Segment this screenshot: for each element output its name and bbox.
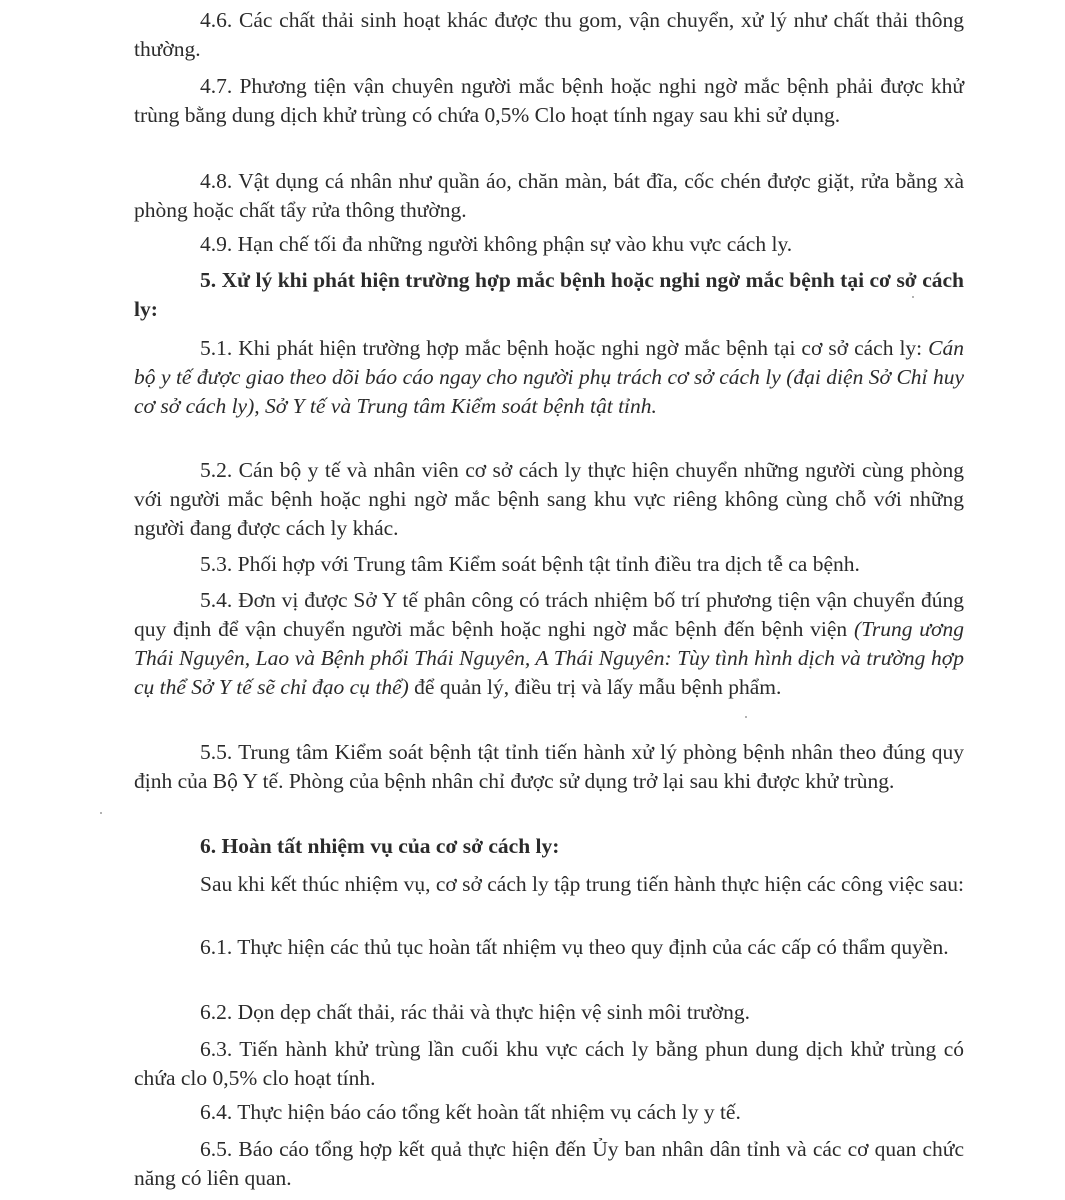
paragraph-6-4: 6.4. Thực hiện báo cáo tổng kết hoàn tất nhiệm vụ cách ly y tế. [200, 1100, 741, 1124]
paragraph-6-2: 6.2. Dọn dẹp chất thải, rác thải và thực hiện vệ sinh môi trường. [200, 1000, 750, 1024]
paragraph-5-4 [134, 586, 964, 702]
paragraph-4-6: 4.6. Các chất thải sinh hoạt khác được thu gom, vận chuyển, xử lý như chất thải thông thường. [134, 8, 964, 61]
paragraph-5-1 [134, 334, 964, 421]
paragraph-5-1-italic: Cán bộ y tế được giao theo dõi báo cáo ngay cho người phụ trách cơ sở cách ly (đại diện Sở Chỉ huy cơ sở cách ly), Sở Y tế và Trung tâm Kiểm soát bệnh tật tỉnh. [134, 336, 964, 418]
paragraph-6-5: 6.5. Báo cáo tổng hợp kết quả thực hiện đến Ủy ban nhân dân tỉnh và các cơ quan chức năng có liên quan. [134, 1137, 964, 1190]
paragraph-5-5: 5.5. Trung tâm Kiểm soát bệnh tật tỉnh tiến hành xử lý phòng bệnh nhân theo đúng quy định của Bộ Y tế. Phòng của bệnh nhân chỉ được sử dụng trở lại sau khi được khử trùng. [134, 740, 964, 793]
paragraph-5-3: 5.3. Phối hợp với Trung tâm Kiểm soát bệnh tật tỉnh điều tra dịch tễ ca bệnh. [200, 552, 860, 576]
paragraph-4-8: 4.8. Vật dụng cá nhân như quần áo, chăn màn, bát đĩa, cốc chén được giặt, rửa bằng xà phòng hoặc chất tẩy rửa thông thường. [134, 169, 964, 222]
scan-speck [745, 716, 747, 718]
paragraph-5-2: 5.2. Cán bộ y tế và nhân viên cơ sở cách ly thực hiện chuyển những người cùng phòng với người mắc bệnh hoặc nghi ngờ mắc bệnh sang khu vực riêng không cùng chỗ với những người đang được cách ly khác. [134, 458, 964, 540]
paragraph-6-intro: Sau khi kết thúc nhiệm vụ, cơ sở cách ly tập trung tiến hành thực hiện các công việc sau: [200, 872, 964, 896]
paragraph-6-1: 6.1. Thực hiện các thủ tục hoàn tất nhiệm vụ theo quy định của các cấp có thẩm quyền. [200, 935, 949, 959]
paragraph-4-7: 4.7. Phương tiện vận chuyên người mắc bệnh hoặc nghi ngờ mắc bệnh phải được khử trùng bằng dung dịch khử trùng có chứa 0,5% Clo hoạt tính ngay sau khi sử dụng. [134, 74, 964, 127]
paragraph-5-4-lead: 5.4. Đơn vị được Sở Y tế phân công có trách nhiệm bố trí phương tiện vận chuyển đúng quy định để vận chuyển người mắc bệnh hoặc nghi ngờ mắc bệnh đến bệnh viện [134, 588, 964, 641]
section-5-heading: 5. Xử lý khi phát hiện trường hợp mắc bệnh hoặc nghi ngờ mắc bệnh tại cơ sở cách ly: [134, 268, 964, 321]
paragraph-5-4-italic: (Trung ương Thái Nguyên, Lao và Bệnh phổi Thái Nguyên, A Thái Nguyên: Tùy tình hình dịch và trường hợp cụ thể Sở Y tế sẽ chỉ đạo cụ thể) [134, 617, 965, 699]
paragraph-4-9: 4.9. Hạn chế tối đa những người không phận sự vào khu vực cách ly. [200, 232, 793, 256]
scan-speck [912, 296, 914, 298]
paragraph-5-1-lead: 5.1. Khi phát hiện trường hợp mắc bệnh hoặc nghi ngờ mắc bệnh tại cơ sở cách ly: [200, 336, 929, 360]
paragraph-5-4-tail: để quản lý, điều trị và lấy mẫu bệnh phẩm. [408, 675, 782, 699]
paragraph-6-3: 6.3. Tiến hành khử trùng lần cuối khu vực cách ly bằng phun dung dịch khử trùng có chứa clo 0,5% clo hoạt tính. [134, 1037, 964, 1090]
scan-speck [100, 812, 102, 814]
section-6-heading: 6. Hoàn tất nhiệm vụ của cơ sở cách ly: [200, 834, 560, 858]
